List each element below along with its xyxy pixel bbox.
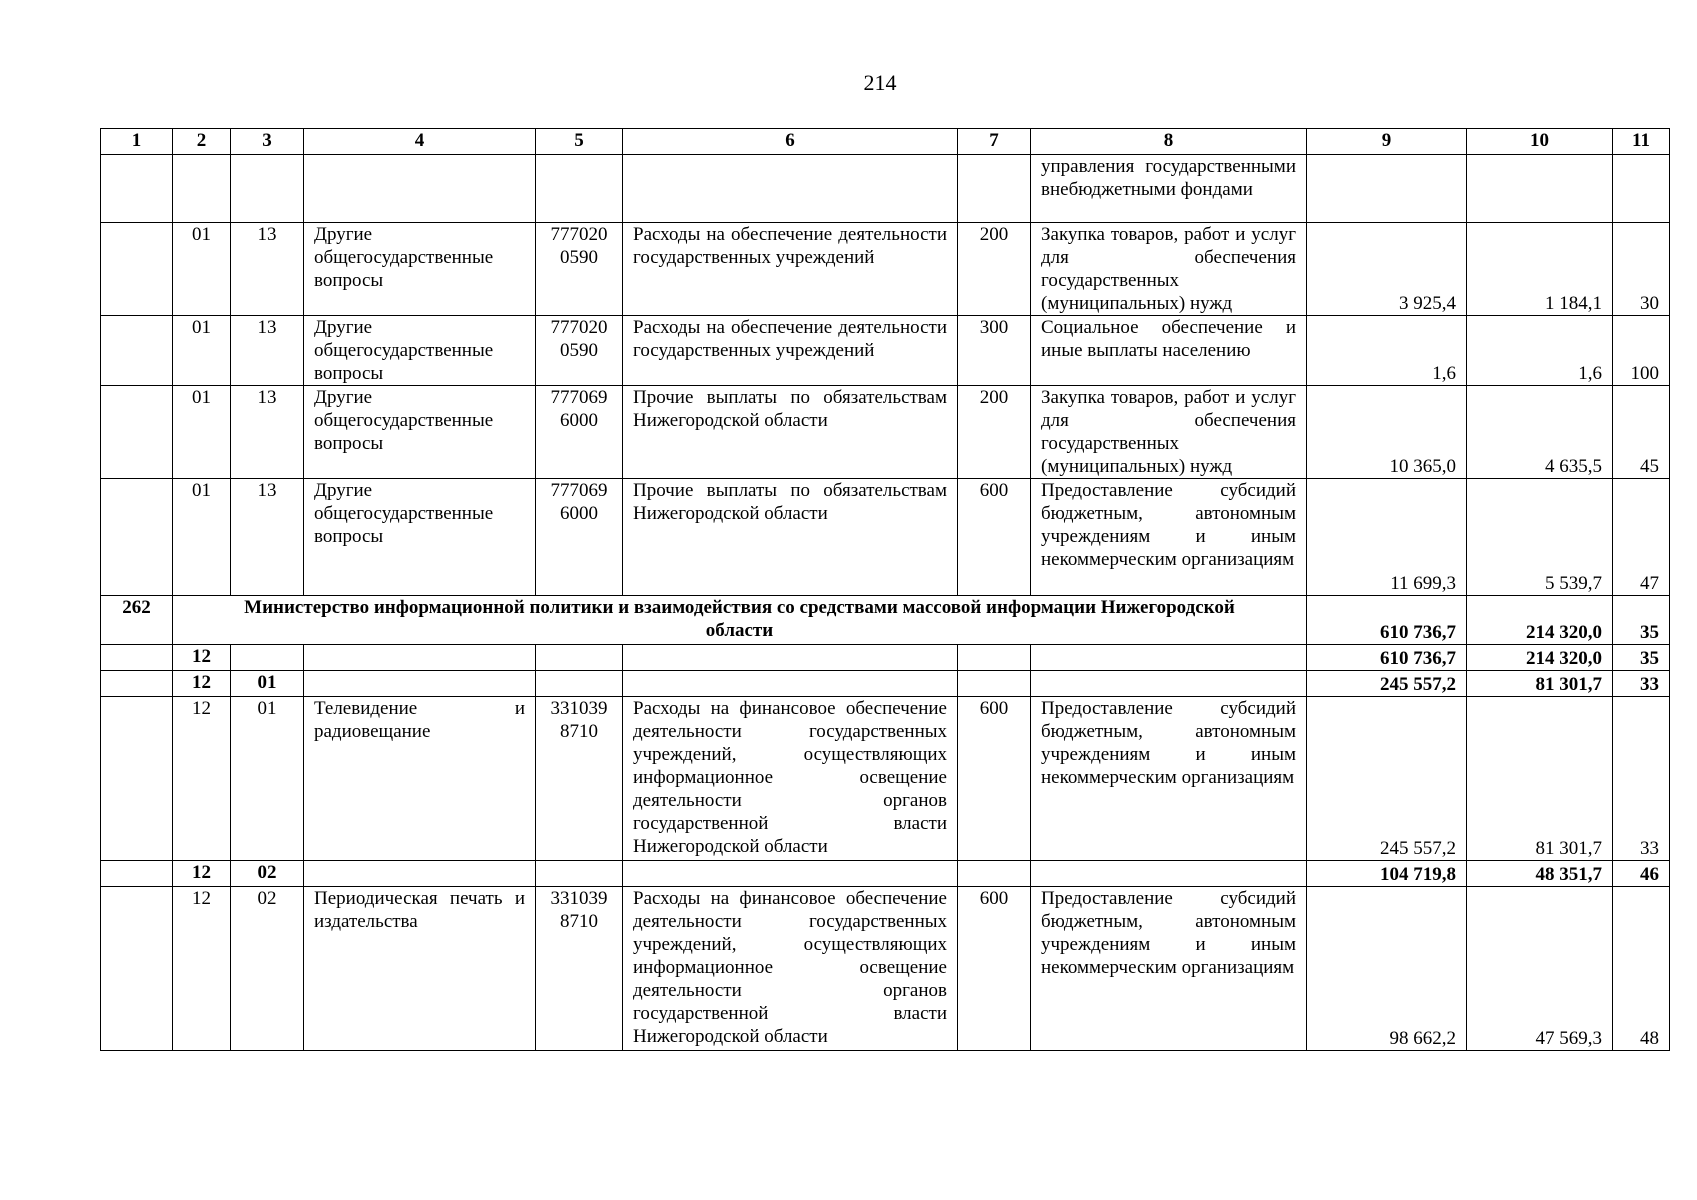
amount-plan: 10 365,0 — [1307, 386, 1467, 479]
section-code: 12 — [173, 887, 231, 1051]
target-article-name: Расходы на обеспечение деятельности государственных учреждений — [623, 223, 958, 316]
cell-empty — [1031, 671, 1307, 697]
amount-plan: 610 736,7 — [1307, 645, 1467, 671]
target-article-code: 777069 6000 — [536, 479, 623, 596]
cell-empty — [536, 861, 623, 887]
target-article-name: Прочие выплаты по обязательствам Нижегородской области — [623, 386, 958, 479]
table-row — [101, 316, 1670, 386]
amount-plan: 1,6 — [1307, 316, 1467, 386]
subsection-code: 13 — [231, 479, 304, 596]
amount-actual: 81 301,7 — [1467, 671, 1613, 697]
cell-empty — [304, 155, 536, 223]
expense-type-code: 200 — [958, 223, 1031, 316]
expense-type-code: 600 — [958, 479, 1031, 596]
percent: 35 — [1613, 645, 1670, 671]
cell-empty — [101, 645, 173, 671]
subsection-name: Другие общегосударственные вопросы — [304, 479, 536, 596]
target-article-code: 331039 8710 — [536, 697, 623, 861]
target-article-name: Прочие выплаты по обязательствам Нижегородской области — [623, 479, 958, 596]
subsection-code: 02 — [231, 861, 304, 887]
cell-empty — [101, 671, 173, 697]
amount-plan: 610 736,7 — [1307, 596, 1467, 645]
subsection-name: Периодическая печать и издательства — [304, 887, 536, 1051]
budget-table — [100, 128, 1670, 1051]
cell-empty — [231, 155, 304, 223]
cell-empty — [623, 671, 958, 697]
amount-actual: 81 301,7 — [1467, 697, 1613, 861]
percent: 48 — [1613, 887, 1670, 1051]
cell-empty — [958, 671, 1031, 697]
cell-empty — [536, 645, 623, 671]
header-cell: 7 — [958, 129, 1031, 155]
subsection-code: 13 — [231, 316, 304, 386]
cell-empty — [101, 887, 173, 1051]
cell-empty — [1031, 645, 1307, 671]
percent: 30 — [1613, 223, 1670, 316]
header-cell: 3 — [231, 129, 304, 155]
subsection-name: Телевидение и радиовещание — [304, 697, 536, 861]
cell-empty — [101, 697, 173, 861]
amount-plan: 245 557,2 — [1307, 671, 1467, 697]
subsection-total-row — [101, 861, 1670, 887]
target-article-code: 777020 0590 — [536, 316, 623, 386]
section-code: 01 — [173, 316, 231, 386]
subsection-code: 01 — [231, 697, 304, 861]
percent: 100 — [1613, 316, 1670, 386]
table-row — [101, 887, 1670, 1051]
expense-type-code: 200 — [958, 386, 1031, 479]
amount-plan: 3 925,4 — [1307, 223, 1467, 316]
amount-actual: 1,6 — [1467, 316, 1613, 386]
cell-empty — [623, 861, 958, 887]
table-row — [101, 479, 1670, 596]
section-total-row — [101, 645, 1670, 671]
cell-empty — [101, 223, 173, 316]
cell-empty — [173, 155, 231, 223]
header-cell: 11 — [1613, 129, 1670, 155]
amount-actual: 1 184,1 — [1467, 223, 1613, 316]
page-number: 214 — [863, 70, 897, 95]
header-cell: 5 — [536, 129, 623, 155]
percent: 47 — [1613, 479, 1670, 596]
target-article-code: 331039 8710 — [536, 887, 623, 1051]
target-article-code: 777020 0590 — [536, 223, 623, 316]
header-cell: 9 — [1307, 129, 1467, 155]
cell-empty — [101, 155, 173, 223]
cell-empty — [1613, 155, 1670, 223]
table-row — [101, 223, 1670, 316]
section-code: 01 — [173, 479, 231, 596]
amount-actual: 214 320,0 — [1467, 645, 1613, 671]
percent: 46 — [1613, 861, 1670, 887]
expense-type-name: Закупка товаров, работ и услуг для обеспечения государственных (муниципальных) нужд — [1031, 223, 1307, 316]
subsection-total-row — [101, 671, 1670, 697]
percent: 35 — [1613, 596, 1670, 645]
cell-empty — [101, 386, 173, 479]
cell-empty — [1467, 155, 1613, 223]
target-article-name: Расходы на финансовое обеспечение деятельности государственных учреждений, осуществляющих информационное освещение деятельности органов государственной власти Нижегородской области — [623, 887, 958, 1051]
amount-actual: 214 320,0 — [1467, 596, 1613, 645]
cell-empty — [101, 316, 173, 386]
header-cell: 6 — [623, 129, 958, 155]
section-code: 12 — [173, 861, 231, 887]
section-code: 12 — [173, 645, 231, 671]
expense-type-code: 600 — [958, 887, 1031, 1051]
expense-type-name: Социальное обеспечение и иные выплаты населению — [1031, 316, 1307, 386]
percent: 45 — [1613, 386, 1670, 479]
expense-type-code: 300 — [958, 316, 1031, 386]
cell-empty — [536, 155, 623, 223]
cell-empty — [958, 861, 1031, 887]
cell-empty — [304, 861, 536, 887]
expense-type-name: Предоставление субсидий бюджетным, автономным учреждениям и иным некоммерческим организациям — [1031, 697, 1307, 861]
amount-plan: 98 662,2 — [1307, 887, 1467, 1051]
cell-empty — [536, 671, 623, 697]
target-article-name: Расходы на обеспечение деятельности государственных учреждений — [623, 316, 958, 386]
target-article-name: Расходы на финансовое обеспечение деятельности государственных учреждений, осуществляющих информационное освещение деятельности органов государственной власти Нижегородской области — [623, 697, 958, 861]
cell-empty — [304, 671, 536, 697]
cell-empty — [101, 479, 173, 596]
subsection-code: 01 — [231, 671, 304, 697]
amount-actual: 5 539,7 — [1467, 479, 1613, 596]
ministry-title: Министерство информационной политики и взаимодействия со средствами массовой информации Нижегородской области — [173, 596, 1307, 645]
cell-empty — [1031, 861, 1307, 887]
table-row — [101, 697, 1670, 861]
table-row — [101, 155, 1670, 223]
cell-empty — [623, 155, 958, 223]
section-code: 01 — [173, 223, 231, 316]
header-cell: 1 — [101, 129, 173, 155]
cell-empty — [1307, 155, 1467, 223]
table-row — [101, 386, 1670, 479]
expense-type-name: управления государственными внебюджетными фондами — [1031, 155, 1307, 223]
target-article-code: 777069 6000 — [536, 386, 623, 479]
cell-empty — [958, 155, 1031, 223]
cell-empty — [304, 645, 536, 671]
header-cell: 8 — [1031, 129, 1307, 155]
header-row — [101, 129, 1670, 155]
expense-type-name: Закупка товаров, работ и услуг для обеспечения государственных (муниципальных) нужд — [1031, 386, 1307, 479]
subsection-name: Другие общегосударственные вопросы — [304, 386, 536, 479]
amount-actual: 47 569,3 — [1467, 887, 1613, 1051]
expense-type-name: Предоставление субсидий бюджетным, автономным учреждениям и иным некоммерческим организациям — [1031, 479, 1307, 596]
subsection-code: 02 — [231, 887, 304, 1051]
subsection-code: 13 — [231, 386, 304, 479]
percent: 33 — [1613, 697, 1670, 861]
amount-actual: 48 351,7 — [1467, 861, 1613, 887]
subsection-code: 13 — [231, 223, 304, 316]
cell-empty — [101, 861, 173, 887]
ministry-row — [101, 596, 1670, 645]
section-code: 12 — [173, 697, 231, 861]
subsection-name: Другие общегосударственные вопросы — [304, 316, 536, 386]
header-cell: 10 — [1467, 129, 1613, 155]
header-cell: 4 — [304, 129, 536, 155]
section-code: 12 — [173, 671, 231, 697]
cell-empty — [958, 645, 1031, 671]
cell-empty — [623, 645, 958, 671]
cell-empty — [231, 645, 304, 671]
amount-plan: 11 699,3 — [1307, 479, 1467, 596]
percent: 33 — [1613, 671, 1670, 697]
amount-actual: 4 635,5 — [1467, 386, 1613, 479]
expense-type-code: 600 — [958, 697, 1031, 861]
header-cell: 2 — [173, 129, 231, 155]
amount-plan: 245 557,2 — [1307, 697, 1467, 861]
ministry-code: 262 — [101, 596, 173, 645]
expense-type-name: Предоставление субсидий бюджетным, автономным учреждениям и иным некоммерческим организациям — [1031, 887, 1307, 1051]
subsection-name: Другие общегосударственные вопросы — [304, 223, 536, 316]
section-code: 01 — [173, 386, 231, 479]
amount-plan: 104 719,8 — [1307, 861, 1467, 887]
